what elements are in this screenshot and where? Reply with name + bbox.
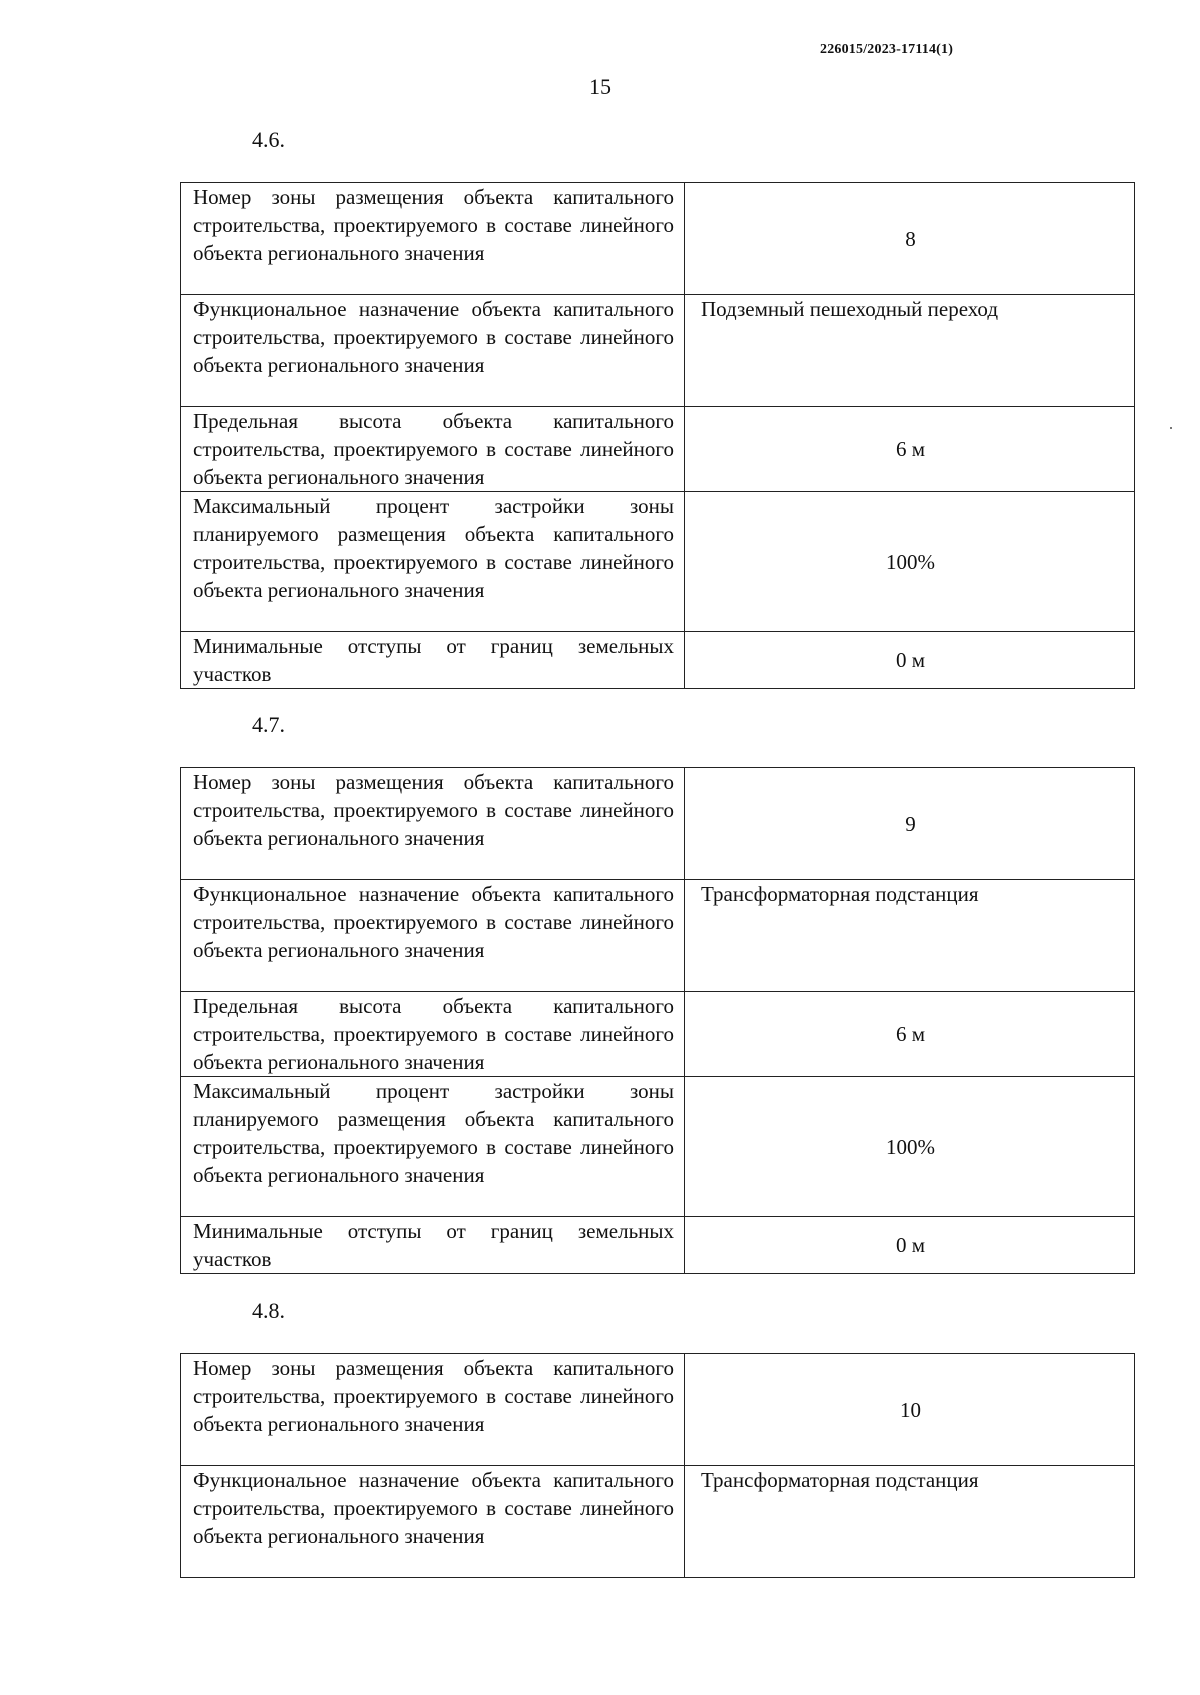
document-id: 226015/2023-17114(1) (820, 42, 954, 57)
parameters-table-4-7 (180, 767, 1135, 1274)
row-label: Номер зоны размещения объекта капитального строительства, проектируемого в составе линейного объекта регионального значения (181, 768, 685, 880)
row-value: 0 м (685, 1217, 1135, 1274)
parameters-table-4-8 (180, 1353, 1135, 1578)
row-value: 6 м (685, 407, 1135, 492)
table-row (181, 1354, 1135, 1466)
row-label: Минимальные отступы от границ земельных участков (181, 1217, 685, 1274)
table-row (181, 1466, 1135, 1578)
table-row (181, 295, 1135, 407)
row-value: Трансформаторная подстанция (685, 880, 1135, 992)
row-value: 8 (685, 183, 1135, 295)
row-label: Функциональное назначение объекта капитального строительства, проектируемого в составе линейного объекта регионального значения (181, 880, 685, 992)
row-value: 0 м (685, 632, 1135, 689)
row-label: Максимальный процент застройки зоны планируемого размещения объекта капитального строительства, проектируемого в составе линейного объекта регионального значения (181, 1077, 685, 1217)
row-value: 9 (685, 768, 1135, 880)
row-label: Предельная высота объекта капитального строительства, проектируемого в составе линейного объекта регионального значения (181, 407, 685, 492)
parameters-table-4-6 (180, 182, 1135, 689)
row-value: 100% (685, 492, 1135, 632)
row-label: Функциональное назначение объекта капитального строительства, проектируемого в составе линейного объекта регионального значения (181, 1466, 685, 1578)
row-label: Номер зоны размещения объекта капитального строительства, проектируемого в составе линейного объекта регионального значения (181, 1354, 685, 1466)
table-row (181, 992, 1135, 1077)
table-row (181, 1077, 1135, 1217)
row-value: Трансформаторная подстанция (685, 1466, 1135, 1578)
row-label: Минимальные отступы от границ земельных участков (181, 632, 685, 689)
row-value: 100% (685, 1077, 1135, 1217)
table-row (181, 1217, 1135, 1274)
row-label: Максимальный процент застройки зоны планируемого размещения объекта капитального строительства, проектируемого в составе линейного объекта регионального значения (181, 492, 685, 632)
scan-speck (1170, 427, 1172, 429)
row-value: Подземный пешеходный переход (685, 295, 1135, 407)
section-number-4-8: 4.8. (252, 1298, 285, 1323)
table-row (181, 183, 1135, 295)
row-value: 6 м (685, 992, 1135, 1077)
table-row (181, 768, 1135, 880)
row-label: Номер зоны размещения объекта капитального строительства, проектируемого в составе линейного объекта регионального значения (181, 183, 685, 295)
row-label: Функциональное назначение объекта капитального строительства, проектируемого в составе линейного объекта регионального значения (181, 295, 685, 407)
row-value: 10 (685, 1354, 1135, 1466)
table-row (181, 632, 1135, 689)
row-label: Предельная высота объекта капитального строительства, проектируемого в составе линейного объекта регионального значения (181, 992, 685, 1077)
table-row (181, 880, 1135, 992)
section-number-4-6: 4.6. (252, 127, 285, 152)
table-row (181, 492, 1135, 632)
page-number: 15 (589, 74, 611, 99)
section-number-4-7: 4.7. (252, 712, 285, 737)
table-row (181, 407, 1135, 492)
